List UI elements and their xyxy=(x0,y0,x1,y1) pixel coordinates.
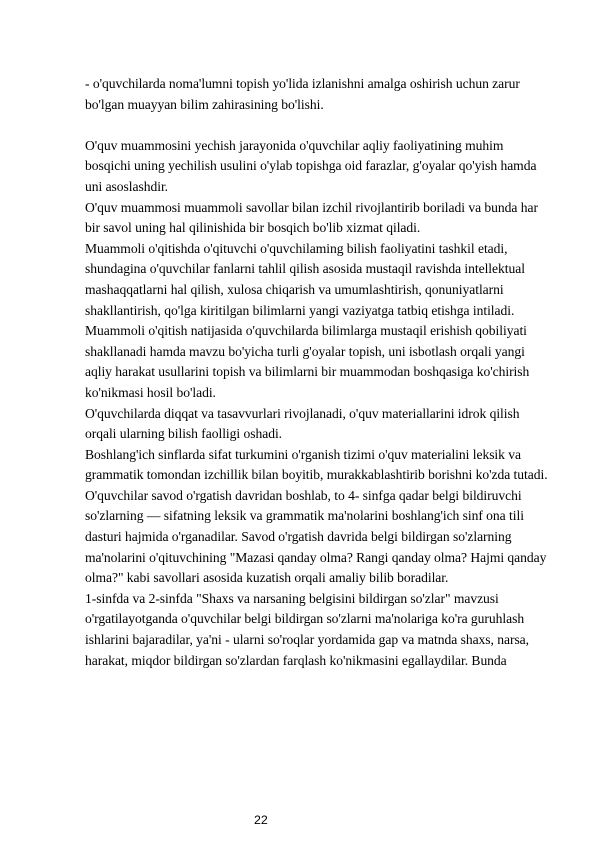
text-line: harakat, miqdor bildirgan so'zlardan farqlash ko'nikmasini egallaydilar. Bunda xyxy=(85,652,507,668)
text-line: mashaqqatlarni hal qilish, xulosa chiqarish va umumlashtirish, qonuniyatlarni xyxy=(85,281,504,297)
text-line: aqliy harakat usullarini topish va bilimlarni bir muammodan boshqasiga ko'chirish xyxy=(85,364,530,380)
text-line: O'quvchilar savod o'rgatish davridan boshlab, to 4- sinfga qadar belgi bildiruvchi xyxy=(85,487,522,503)
text-line: ko'nikmasi hosil bo'ladi. xyxy=(85,384,216,400)
text-line: bir savol uning hal qilinishida bir bosqich bo'lib xizmat qiladi. xyxy=(85,220,421,236)
text-line: ishlarini bajaradilar, ya'ni - ularni so'roqlar yordamida gap va matnda shaxs, narsa, xyxy=(85,632,530,648)
text-line: ma'nolarini o'qituvchining "Mazasi qanday olma? Rangi qanday olma? Hajmi qanday xyxy=(85,549,547,565)
blank-line xyxy=(85,115,569,136)
text-line: o'rgatilayotganda o'quvchilar belgi bildirgan so'zlarni ma'nolariga ko'ra guruhlash xyxy=(85,611,525,627)
text-line: - o'quvchilarda noma'lumni topish yo'lida izlanishni amalga oshirish uchun zarur xyxy=(85,76,520,91)
text-line: grammatik tomondan izchillik bilan boyitib, murakkablashtirib borishni ko'zda tutadi. xyxy=(85,467,548,483)
text-line: Muammoli o'qitishda o'qituvchi o'quvchilaming bilish faoliyatini tashkil etadi, xyxy=(85,240,508,256)
text-line: bosqichi uning yechilish usulini o'ylab topishga oid farazlar, g'oyalar qo'yish hamda xyxy=(85,158,537,174)
text-line: O'quv muammosi muammoli savollar bilan izchil rivojlantirib boriladi va bunda har xyxy=(85,199,538,215)
text-line: Muammoli o'qitish natijasida o'quvchilarda bilimlarga mustaqil erishish qobiliyati xyxy=(85,323,527,339)
text-line: orqali ularning bilish faolligi oshadi. xyxy=(85,426,283,442)
text-line: olma?" kabi savollari asosida kuzatish orqali amaliy bilib boradilar. xyxy=(85,570,449,586)
text-line: Boshlang'ich sinflarda sifat turkumini o'rganish tizimi o'quv materialini leksik va xyxy=(85,446,521,462)
text-line: shakllanadi hamda mavzu bo'yicha turli g'oyalar topish, uni isbotlash orqali yangi xyxy=(85,343,525,359)
text-line: bo'lgan muayyan bilim zahirasining bo'lishi. xyxy=(85,96,324,112)
text-line: O'quvchilarda diqqat va tasavvurlari rivojlanadi, o'quv materiallarini idrok qilish xyxy=(85,405,520,421)
text-line: shundagina o'quvchilar fanlarni tahlil qilish asosida mustaqil ravishda intellektual xyxy=(85,261,525,277)
body-text xyxy=(85,74,569,671)
text-line: 1-sinfda va 2-sinfda "Shaxs va narsaning belgisini bildirgan so'zlar" mavzusi xyxy=(85,590,499,606)
text-line: uni asoslashdir. xyxy=(85,178,169,194)
text-line: shakllantirish, qo'lga kiritilgan bilimlarni yangi vaziyatga tatbiq etishga intiladi. xyxy=(85,302,515,318)
text-line: so'zlarning — sifatning leksik va grammatik ma'nolarini boshlang'ich sinf ona tili xyxy=(85,508,524,524)
text-line: O'quv muammosini yechish jarayonida o'quvchilar aqliy faoliyatining muhim xyxy=(85,137,504,153)
page-number: 22 xyxy=(254,813,268,827)
text-line: dasturi hajmida o'rganadilar. Savod o'rgatish davrida belgi bildirgan so'zlarning xyxy=(85,529,512,545)
